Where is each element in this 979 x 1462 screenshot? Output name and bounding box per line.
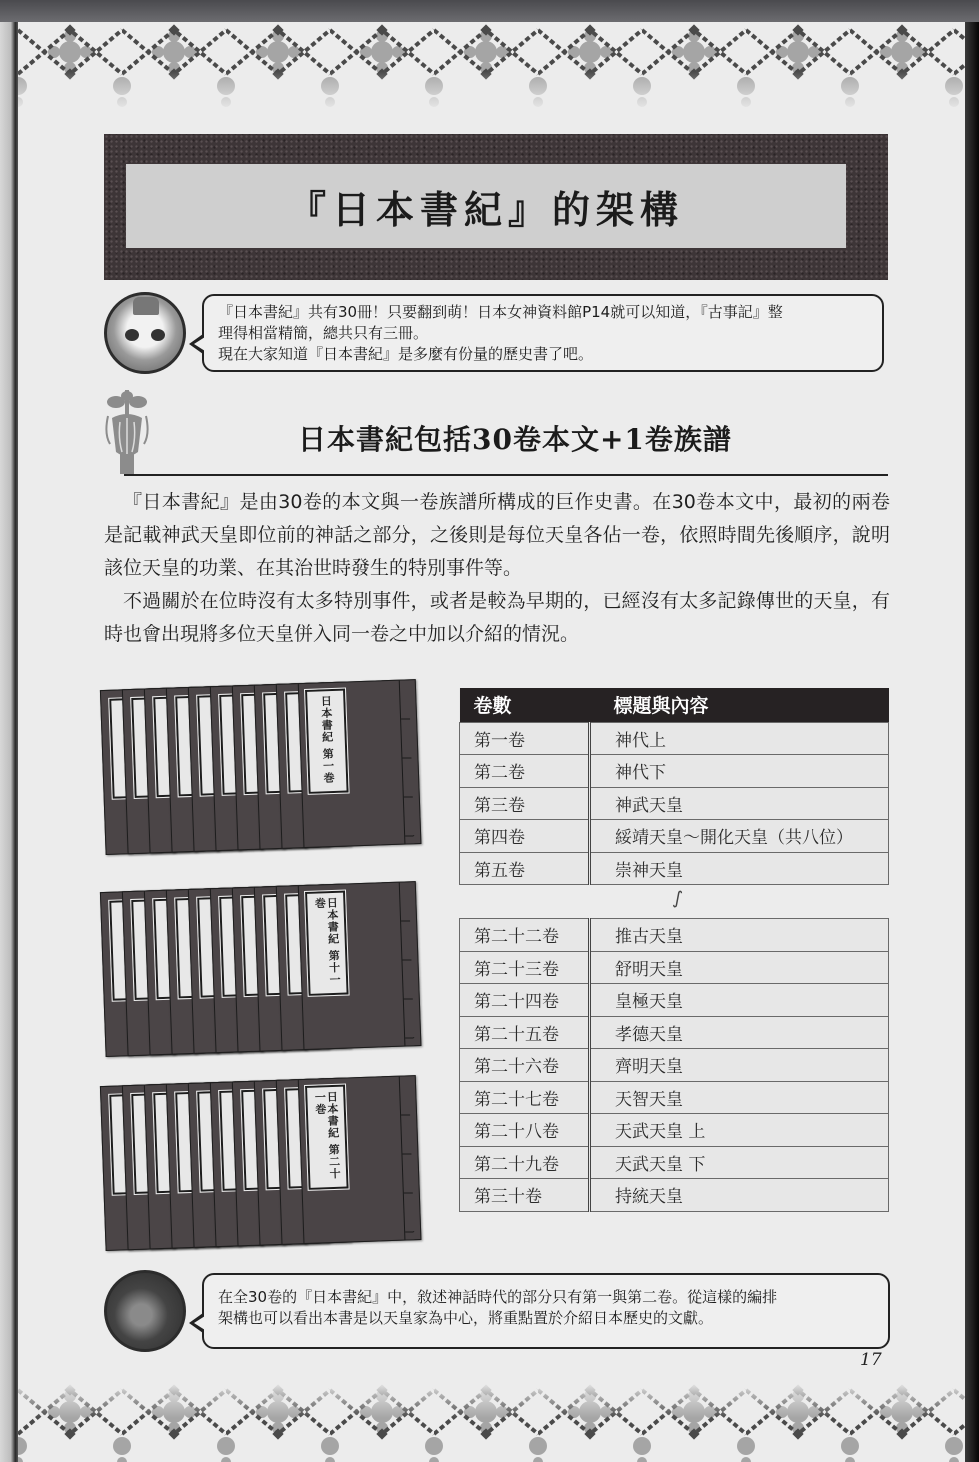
content-cell: 天武天皇 下 — [590, 1146, 889, 1179]
column-header-content: 標題與內容 — [590, 688, 889, 722]
book-stack-illustration — [100, 679, 436, 865]
book-label: 日本書紀 第二十一巻 — [313, 1090, 342, 1181]
volume-cell: 第二十八卷 — [460, 1114, 590, 1147]
speech-row-top — [104, 292, 884, 374]
volume-cell: 第一卷 — [460, 722, 590, 755]
content-cell: 神代上 — [590, 722, 889, 755]
table-row — [460, 919, 889, 952]
speech-line: 架構也可以看出本書是以天皇家為中心，將重點置於介紹日本歷史的文獻。 — [218, 1309, 714, 1327]
eye-icon — [125, 329, 139, 341]
volume-cell: 第二十五卷 — [460, 1016, 590, 1049]
bottom-ornament-border — [18, 1382, 965, 1462]
body-text — [104, 486, 890, 651]
volume-table-part1 — [459, 688, 889, 885]
column-header-volume: 卷數 — [460, 688, 590, 722]
volume-cell: 第三十卷 — [460, 1179, 590, 1212]
top-ornament-border — [18, 22, 965, 112]
table-row — [460, 1114, 889, 1147]
book-label: 日本書紀 第一巻 — [319, 695, 336, 785]
volume-table-part2 — [459, 918, 889, 1212]
eye-icon — [151, 329, 165, 341]
table-row — [460, 1049, 889, 1082]
table-row — [460, 820, 889, 853]
content-cell: 持統天皇 — [590, 1179, 889, 1212]
volume-cell: 第二卷 — [460, 755, 590, 788]
title-plate — [126, 164, 846, 248]
volume-cell: 第二十七卷 — [460, 1081, 590, 1114]
volume-cell: 第二十四卷 — [460, 984, 590, 1017]
book-binding — [399, 680, 415, 843]
content-cell: 崇神天皇 — [590, 852, 889, 885]
content-cell: 舒明天皇 — [590, 951, 889, 984]
book-label: 日本書紀 第十一巻 — [313, 896, 342, 987]
volume-cell: 第二十六卷 — [460, 1049, 590, 1082]
book-page — [18, 22, 965, 1462]
table-row — [460, 1081, 889, 1114]
page-number: 17 — [860, 1350, 882, 1370]
scan-top-shadow — [0, 0, 979, 22]
speech-line: 『日本書紀』共有30冊！只要翻到萌！日本女神資料館P14就可以知道，『古事記』整 — [218, 303, 783, 321]
book-binding — [399, 882, 415, 1045]
content-cell: 推古天皇 — [590, 919, 889, 952]
content-cell: 皇極天皇 — [590, 984, 889, 1017]
table-row — [460, 852, 889, 885]
book-binding — [399, 1076, 415, 1239]
table-row — [460, 722, 889, 755]
table-row — [460, 787, 889, 820]
section-divider — [124, 474, 888, 476]
right-scan-edge — [965, 22, 979, 1462]
table-row — [460, 1016, 889, 1049]
speech-line: 在全30卷的『日本書紀』中，敘述神話時代的部分只有第一與第二卷。從這樣的編排 — [218, 1288, 778, 1306]
content-cell: 孝德天皇 — [590, 1016, 889, 1049]
volume-cell: 第四卷 — [460, 820, 590, 853]
paragraph: 『日本書紀』是由30卷的本文與一卷族譜所構成的巨作史書。在30卷本文中，最初的兩卷是記載神武天皇即位前的神話之部分，之後則是每位天皇各佔一卷，依照時間先後順序，說明該位天皇的功業、在其治世時發生的特別事件等。 — [104, 491, 890, 579]
book-volume-front — [298, 1075, 422, 1244]
omission-mark: ∫ — [671, 887, 684, 910]
content-cell: 神武天皇 — [590, 787, 889, 820]
character-avatar-icon — [104, 1270, 186, 1352]
volume-cell: 第五卷 — [460, 852, 590, 885]
crest-icon — [104, 390, 150, 474]
title-banner — [104, 134, 888, 280]
speech-line: 現在大家知道『日本書紀』是多麼有份量的歷史書了吧。 — [218, 345, 594, 363]
content-cell: 齊明天皇 — [590, 1049, 889, 1082]
volume-cell: 第二十三卷 — [460, 951, 590, 984]
left-page-edge — [0, 22, 18, 1462]
book-volume-front — [298, 881, 422, 1050]
speech-row-bottom — [104, 1270, 890, 1352]
hair-ornament-icon — [133, 297, 159, 315]
volume-cell: 第二十二卷 — [460, 919, 590, 952]
content-cell: 綏靖天皇～開化天皇（共八位） — [590, 820, 889, 853]
content-cell: 神代下 — [590, 755, 889, 788]
table-row — [460, 984, 889, 1017]
character-avatar-icon — [104, 292, 186, 374]
table-row — [460, 1179, 889, 1212]
section-heading: 日本書紀包括30卷本文+1卷族譜 — [298, 423, 732, 456]
table-row — [460, 951, 889, 984]
speech-line: 理得相當精簡，總共只有三冊。 — [218, 324, 429, 342]
book-volume-front — [298, 679, 422, 848]
page-title: 『日本書紀』的架構 — [287, 186, 684, 232]
content-cell: 天智天皇 — [590, 1081, 889, 1114]
table-row — [460, 755, 889, 788]
table-header-row — [460, 688, 889, 722]
speech-bubble-top — [202, 294, 884, 372]
paragraph: 不過關於在位時沒有太多特別事件，或者是較為早期的，已經沒有太多記錄傳世的天皇，有時也會出現將多位天皇併入同一卷之中加以介紹的情況。 — [104, 590, 890, 645]
volume-cell: 第二十九卷 — [460, 1146, 590, 1179]
section-header — [104, 390, 888, 476]
content-cell: 天武天皇 上 — [590, 1114, 889, 1147]
table-row — [460, 1146, 889, 1179]
speech-bubble-bottom — [202, 1273, 890, 1349]
volume-cell: 第三卷 — [460, 787, 590, 820]
book-stack-illustration — [100, 881, 436, 1067]
book-stack-illustration — [100, 1075, 436, 1261]
